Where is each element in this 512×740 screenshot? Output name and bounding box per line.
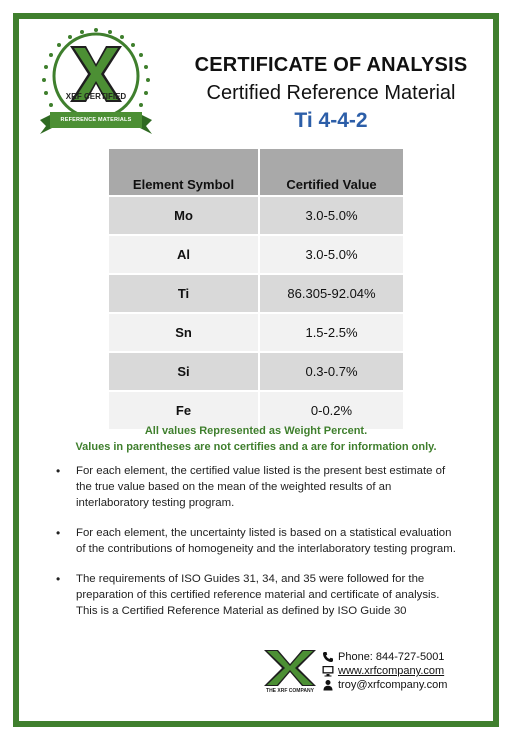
list-item: • For each element, the uncertainty listed is based on a statistical evaluation of the contributions of homogeneity and the interlaboratory testing program. xyxy=(56,525,456,557)
weight-percent-notes xyxy=(60,423,452,455)
badge-text: XRF CERTIFIED xyxy=(65,92,127,101)
certified-value-cell: 1.5-2.5% xyxy=(259,313,403,352)
table-header-row xyxy=(109,149,403,196)
table-row xyxy=(109,313,403,352)
certified-value-cell: 86.305-92.04% xyxy=(259,274,403,313)
phone-number: Phone: 844-727-5001 xyxy=(338,651,445,663)
list-item: • The requirements of ISO Guides 31, 34, and 35 were followed for the preparation of this certified reference material and certificate of analysis. This is a Certified Reference Material as defined by ISO Guide 30 xyxy=(56,571,456,619)
certified-value-cell: 3.0-5.0% xyxy=(259,196,403,235)
table-row xyxy=(109,196,403,235)
company-logo-text: THE XRF COMPANY xyxy=(266,688,314,694)
element-symbol-cell: Mo xyxy=(109,196,259,235)
page-subtitle: Certified Reference Material xyxy=(206,82,456,104)
material-name: Ti 4-4-2 xyxy=(294,109,368,132)
phone-row xyxy=(322,650,447,664)
note-line-2: Values in parentheses are not certifies and a are for information only. xyxy=(75,441,437,453)
page-title: CERTIFICATE OF ANALYSIS xyxy=(194,54,468,76)
list-item: • For each element, the certified value listed is the present best estimate of the true value based on the mean of the weighted results of an interlaboratory testing program. xyxy=(56,463,456,511)
column-header-element-symbol: Element Symbol xyxy=(109,149,259,196)
column-header-certified-value: Certified Value xyxy=(259,149,403,196)
ribbon-text: REFERENCE MATERIALS xyxy=(60,117,132,123)
computer-icon xyxy=(322,665,334,677)
email-address[interactable]: troy@xrfcompany.com xyxy=(338,679,448,691)
website-row xyxy=(322,664,447,678)
website-link[interactable]: www.xrfcompany.com xyxy=(338,665,445,677)
certified-values-table xyxy=(109,149,403,431)
element-symbol-cell: Al xyxy=(109,235,259,274)
certified-value-cell: 0.3-0.7% xyxy=(259,352,403,391)
certification-statements xyxy=(56,463,456,633)
certified-value-cell: 0-0.2% xyxy=(259,391,403,430)
table-row xyxy=(109,235,403,274)
element-symbol-cell: Fe xyxy=(109,391,259,430)
element-symbol-cell: Si xyxy=(109,352,259,391)
table-row xyxy=(109,352,403,391)
element-symbol-cell: Sn xyxy=(109,313,259,352)
certified-value-cell: 3.0-5.0% xyxy=(259,235,403,274)
element-symbol-cell: Ti xyxy=(109,274,259,313)
contact-info xyxy=(322,650,447,692)
email-row xyxy=(322,678,447,692)
table-row xyxy=(109,274,403,313)
person-icon xyxy=(322,679,334,691)
note-line-1: All values Represented as Weight Percent. xyxy=(144,425,368,437)
header xyxy=(190,54,472,133)
phone-icon xyxy=(322,651,334,663)
